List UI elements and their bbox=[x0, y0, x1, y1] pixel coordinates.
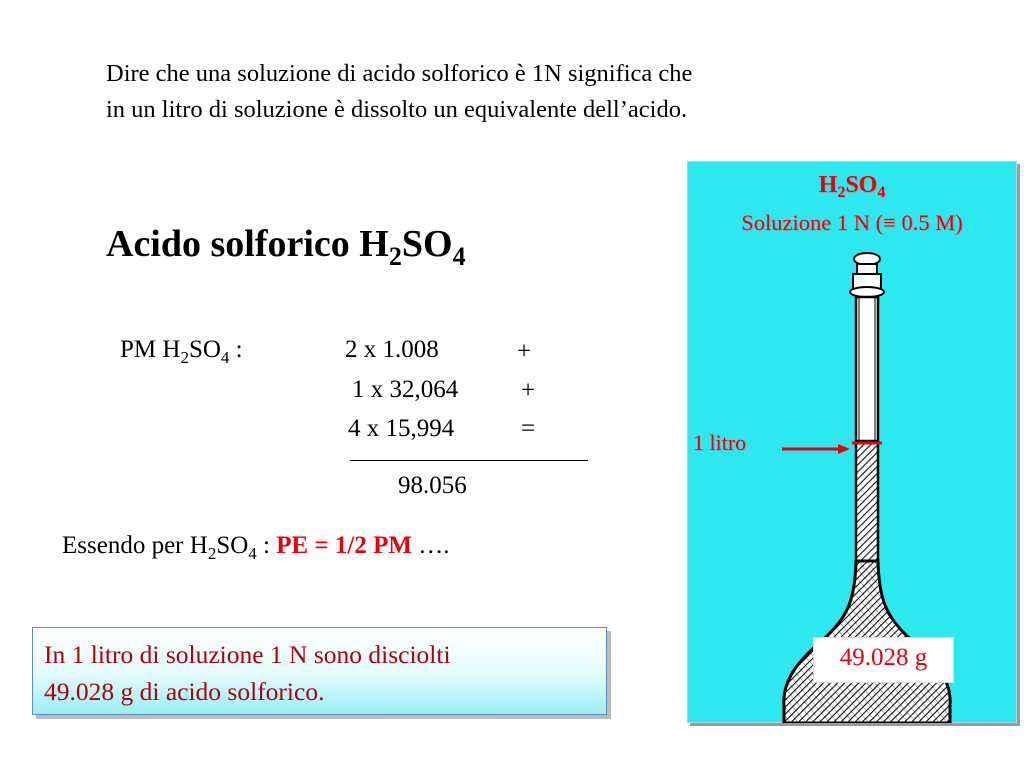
intro-line-2: in un litro di soluzione è dissolto un equivalente dell’acido. bbox=[106, 96, 688, 123]
callout-text bbox=[44, 636, 451, 710]
sum-divider bbox=[350, 460, 588, 461]
pm-label: PM $H_2SO_4$ : bbox=[120, 336, 243, 367]
callout-line-2: 49.028 g di acido solforico. bbox=[44, 677, 325, 706]
page-title: Acido solforico $H_2SO_4$ bbox=[106, 223, 466, 271]
callout-line-1: In 1 litro di soluzione 1 N sono disciolti bbox=[44, 640, 451, 669]
panel-subtitle: Soluzione 1 N (≡ 0.5 M) bbox=[741, 210, 963, 235]
pm-row-3-term: 4 x 15,994 bbox=[348, 415, 455, 442]
intro-line-1: Dire che una soluzione di acido solforico è 1N significa che bbox=[106, 60, 693, 87]
pe-formula: PE = 1/2 PM bbox=[276, 532, 412, 559]
panel-title: $H_2SO_4$ bbox=[818, 172, 886, 201]
litro-label: 1 litro bbox=[693, 430, 747, 455]
pm-row-1-op: + bbox=[517, 338, 532, 365]
essendo-line: Essendo per $H_2SO_4$ : PE = 1/2 PM …. bbox=[62, 532, 450, 563]
pm-row-3-op: = bbox=[521, 415, 536, 442]
mass-label: 49.028 g bbox=[839, 644, 928, 671]
intro-text bbox=[106, 56, 692, 128]
flask-neck bbox=[856, 297, 878, 563]
flask-stopper bbox=[850, 253, 884, 297]
pm-result: 98.056 bbox=[398, 472, 467, 499]
arrow-icon bbox=[782, 444, 850, 454]
pm-row-1-term: 2 x 1.008 bbox=[345, 336, 439, 363]
pm-row-2-op: + bbox=[521, 377, 536, 404]
pm-row-2-term: 1 x 32,064 bbox=[352, 376, 459, 403]
